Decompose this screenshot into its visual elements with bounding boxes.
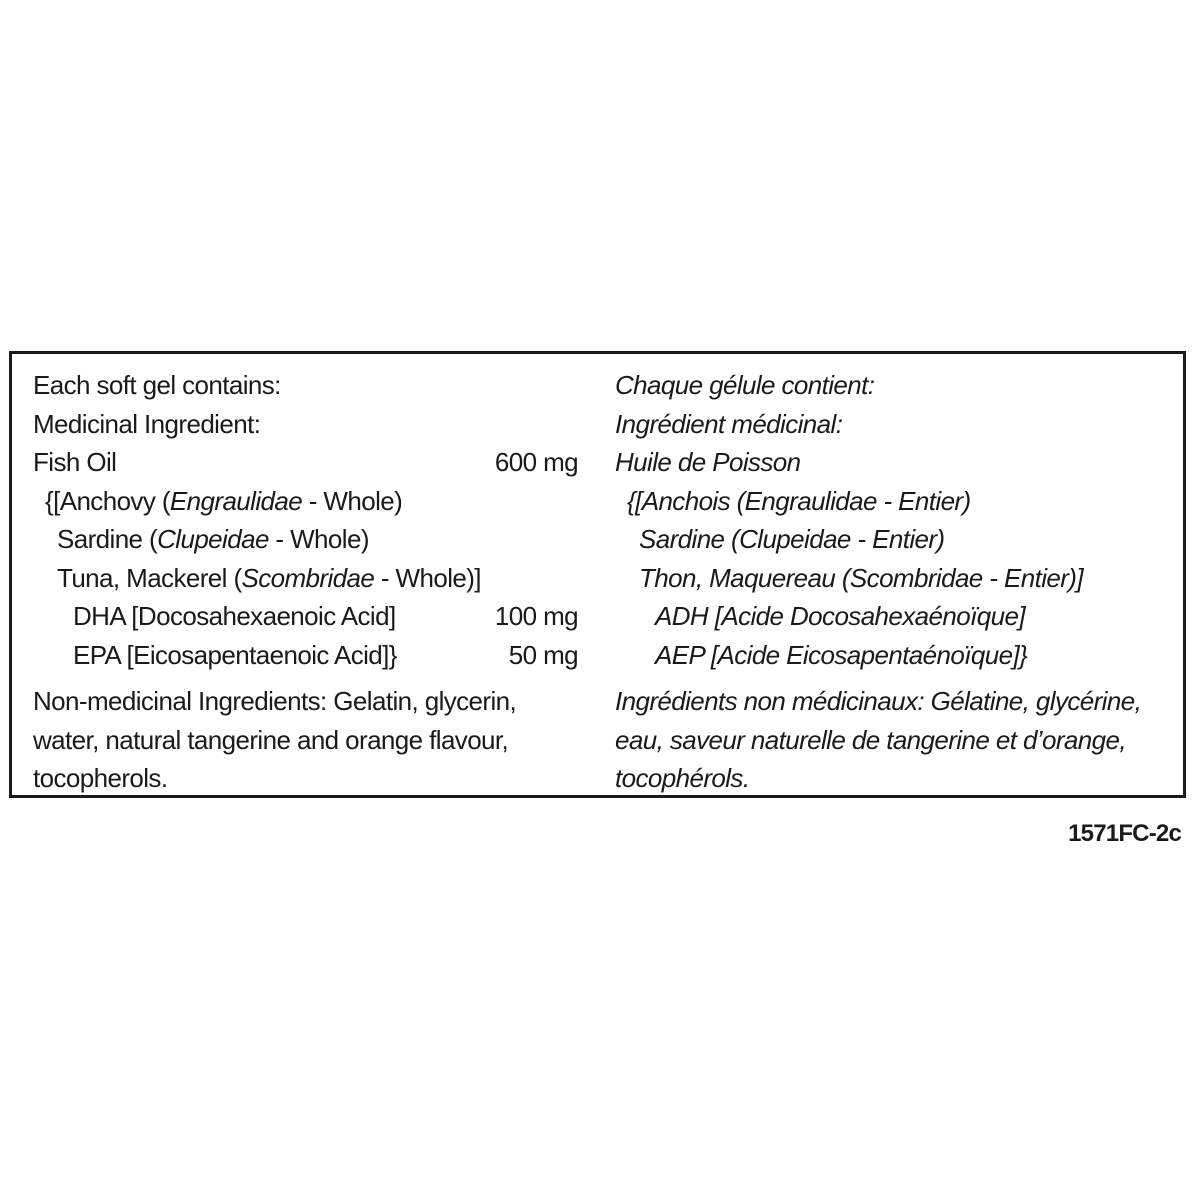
tuna-prefix: Tuna, Mackerel (	[57, 562, 242, 593]
english-sardine-row	[33, 520, 578, 559]
french-fish-oil-row: Huile de Poisson	[615, 447, 801, 477]
english-medicinal-label: Medicinal Ingredient:	[33, 408, 261, 439]
french-dha-row: ADH [Acide Docosahexaénoïque]	[655, 601, 1025, 631]
sardine-species: Clupeidae	[157, 524, 269, 554]
english-heading: Each soft gel contains:	[33, 370, 281, 400]
epa-name: EPA [Eicosapentaenoic Acid]}	[73, 639, 397, 670]
french-non-medicinal-line-2: eau, saveur naturelle de tangerine et d’orange,	[615, 724, 1126, 755]
anchovy-suffix: - Whole)	[302, 485, 403, 516]
french-non-medicinal-line-3: tocophérols.	[615, 763, 750, 793]
anchovy-prefix: {[Anchovy (	[45, 485, 170, 516]
french-epa-row: AEP [Acide Eicosapentaénoïque]}	[655, 639, 1028, 670]
english-fish-oil-row	[33, 443, 578, 482]
english-tuna-row	[33, 559, 578, 598]
dha-name: DHA [Docosahexaenoic Acid]	[73, 601, 396, 631]
english-non-medicinal-line-3: tocopherols.	[33, 763, 168, 793]
english-anchovy-row	[33, 482, 578, 521]
french-heading: Chaque gélule contient:	[615, 370, 875, 400]
french-tuna-row: Thon, Maquereau (Scombridae - Entier)]	[639, 562, 1083, 593]
anchovy-species: Engraulidae	[169, 485, 303, 516]
fish-oil-name: Fish Oil	[33, 447, 117, 477]
ingredient-label-box	[9, 351, 1186, 798]
epa-amount: 50 mg	[508, 639, 578, 670]
french-column	[615, 366, 1175, 798]
french-non-medicinal-line-1: Ingrédients non médicinaux: Gélatine, glycérine,	[615, 686, 1142, 716]
product-code: 1571FC-2c	[1068, 820, 1181, 847]
english-non-medicinal-line-1: Non-medicinal Ingredients: Gelatin, glycerin,	[33, 686, 517, 716]
tuna-species: Scombridae	[241, 562, 375, 593]
sardine-prefix: Sardine (	[57, 524, 158, 554]
english-dha-row	[33, 597, 578, 636]
english-epa-row	[33, 636, 578, 675]
french-medicinal-label: Ingrédient médicinal:	[615, 408, 843, 439]
french-sardine-row: Sardine (Clupeidae - Entier)	[639, 524, 945, 554]
english-column	[33, 366, 578, 798]
tuna-suffix: - Whole)]	[374, 562, 481, 593]
sardine-suffix: - Whole)	[268, 524, 369, 554]
french-anchovy-row: {[Anchois (Engraulidae - Entier)	[627, 485, 971, 516]
fish-oil-amount: 600 mg	[494, 447, 578, 477]
dha-amount: 100 mg	[494, 601, 578, 631]
english-non-medicinal-line-2: water, natural tangerine and orange flavour,	[33, 724, 509, 755]
